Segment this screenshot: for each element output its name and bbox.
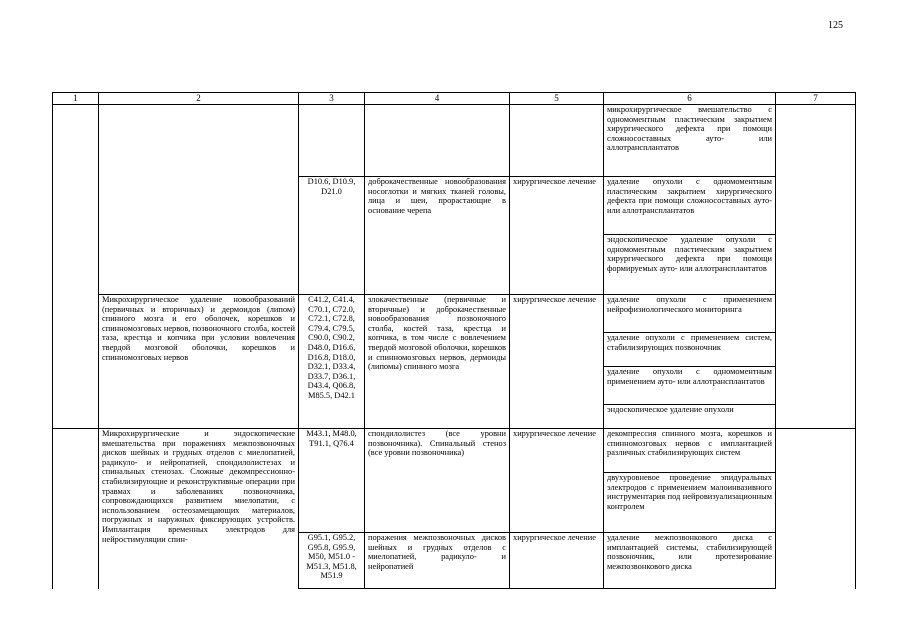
col4-cell bbox=[365, 105, 510, 177]
col6-cell: эндоскопическое удаление опухоли с одномоментным пластическим закрытием хирургического дефекта при помощи формируемых ауто- или аллотрансплантатов bbox=[604, 235, 776, 295]
col6-cell: удаление опухоли с одномоментным применением ауто- или аллотрансплантатов bbox=[604, 367, 776, 405]
col6-cell: декомпрессия спинного мозга, корешков и спинномозговых нервов с имплантацией различных стабилизирующих систем bbox=[604, 429, 776, 473]
header-cell: 3 bbox=[299, 93, 365, 105]
col3-cell bbox=[299, 105, 365, 177]
col4-cell: спондилолистез (все уровни позвоночника). Спинальный стеноз (все уровни позвоночника) bbox=[365, 429, 510, 533]
col7-cell bbox=[776, 429, 856, 589]
header-row bbox=[53, 93, 856, 105]
header-cell: 1 bbox=[53, 93, 99, 105]
col3-cell: C41.2, C41.4, C70.1, C72.0, C72.1, C72.8, C79.4, C79.5, C90.0, C90.2, D48.0, D16.6, D16.8, D18.0, D32.1, D33.4, D33.7, D36.1, D43.4, Q06.8, M85.5, D42.1 bbox=[299, 295, 365, 429]
col5-cell: хирургическое лечение bbox=[510, 429, 604, 533]
col5-cell: хирургическое лечение bbox=[510, 177, 604, 295]
table-row bbox=[53, 105, 856, 177]
col6-cell: удаление опухоли с применением нейрофизиологического мониторинга bbox=[604, 295, 776, 333]
col6-cell: удаление межпозвонкового диска с имплантацией системы, стабилизирующей позвоночник, или протезирование межпозвонкового диска bbox=[604, 533, 776, 589]
col6-cell: двухуровневое проведение эпидуральных электродов с применением малоинвазивного инструментария под нейровизуализационным контролем bbox=[604, 473, 776, 533]
col2-cell bbox=[99, 105, 299, 295]
header-cell: 6 bbox=[604, 93, 776, 105]
col6-cell: микрохирургическое вмешательство с одномоментным пластическим закрытием хирургического дефекта при помощи сложносоставных ауто- или аллотрансплантатов bbox=[604, 105, 776, 177]
col3-cell: D10.6, D10.9, D21.0 bbox=[299, 177, 365, 295]
page-number: 125 bbox=[828, 20, 843, 31]
col5-cell: хирургическое лечение bbox=[510, 533, 604, 589]
table-row bbox=[53, 295, 856, 333]
header-cell: 7 bbox=[776, 93, 856, 105]
col6-cell: удаление опухоли с применением систем, стабилизирующих позвоночник bbox=[604, 333, 776, 367]
table-row bbox=[53, 429, 856, 473]
header-cell: 2 bbox=[99, 93, 299, 105]
col6-cell: эндоскопическое удаление опухоли bbox=[604, 405, 776, 429]
col5-cell: хирургическое лечение bbox=[510, 295, 604, 429]
col2-cell: Микрохирургическое удаление новообразований (первичных и вторичных) и дермоидов (липом) спинного мозга и его оболочек, корешков и спинномозговых нервов, позвоночного столба, костей таза, крестца и копчика при условии вовлечения твердой мозговой оболочки, корешков и спинномозговых нервов bbox=[99, 295, 299, 429]
col2-cell: Микрохирургические и эндоскопические вмешательства при поражениях межпозвоночных дисков шейных и грудных отделов с миелопатией, радикуло- и нейропатией, спондилолистезах и спинальных стенозах. Сложные декомпрессионно-стабилизирующие и реконструктивные операции при травмах и заболеваниях позвоночника, сопровождающихся развитием миелопатии, с использованием остеозамещающих материалов, погружных и наружных фиксирующих устройств. Имплантация временных электродов для нейростимуляции спин- bbox=[99, 429, 299, 589]
col4-cell: поражения межпозвоночных дисков шейных и грудных отделов с миелопатией, радикуло- и нейропатией bbox=[365, 533, 510, 589]
services-table bbox=[52, 92, 856, 589]
header-cell: 4 bbox=[365, 93, 510, 105]
col7-cell bbox=[776, 105, 856, 429]
col4-cell: доброкачественные новообразования носоглотки и мягких тканей головы, лица и шеи, прорастающие в основание черепа bbox=[365, 177, 510, 295]
col3-cell: M43.1, M48.0, T91.1, Q76.4 bbox=[299, 429, 365, 533]
header-cell: 5 bbox=[510, 93, 604, 105]
col6-cell: удаление опухоли с одномоментным пластическим закрытием хирургического дефекта при помощи сложносоставных ауто- или аллотрансплантатов bbox=[604, 177, 776, 235]
col1-cell bbox=[53, 105, 99, 429]
col1-cell bbox=[53, 429, 99, 589]
col5-cell bbox=[510, 105, 604, 177]
col3-cell: G95.1, G95.2, G95.8, G95.9, M50, M51.0 - M51.3, M51.8, M51.9 bbox=[299, 533, 365, 589]
col4-cell: злокачественные (первичные и вторичные) и доброкачественные новообразования позвоночного столба, костей таза, крестца и копчика, в том числе с вовлечением твердой мозговой оболочки, корешков и спинномозговых нервов, дермоиды (липомы) спинного мозга bbox=[365, 295, 510, 429]
